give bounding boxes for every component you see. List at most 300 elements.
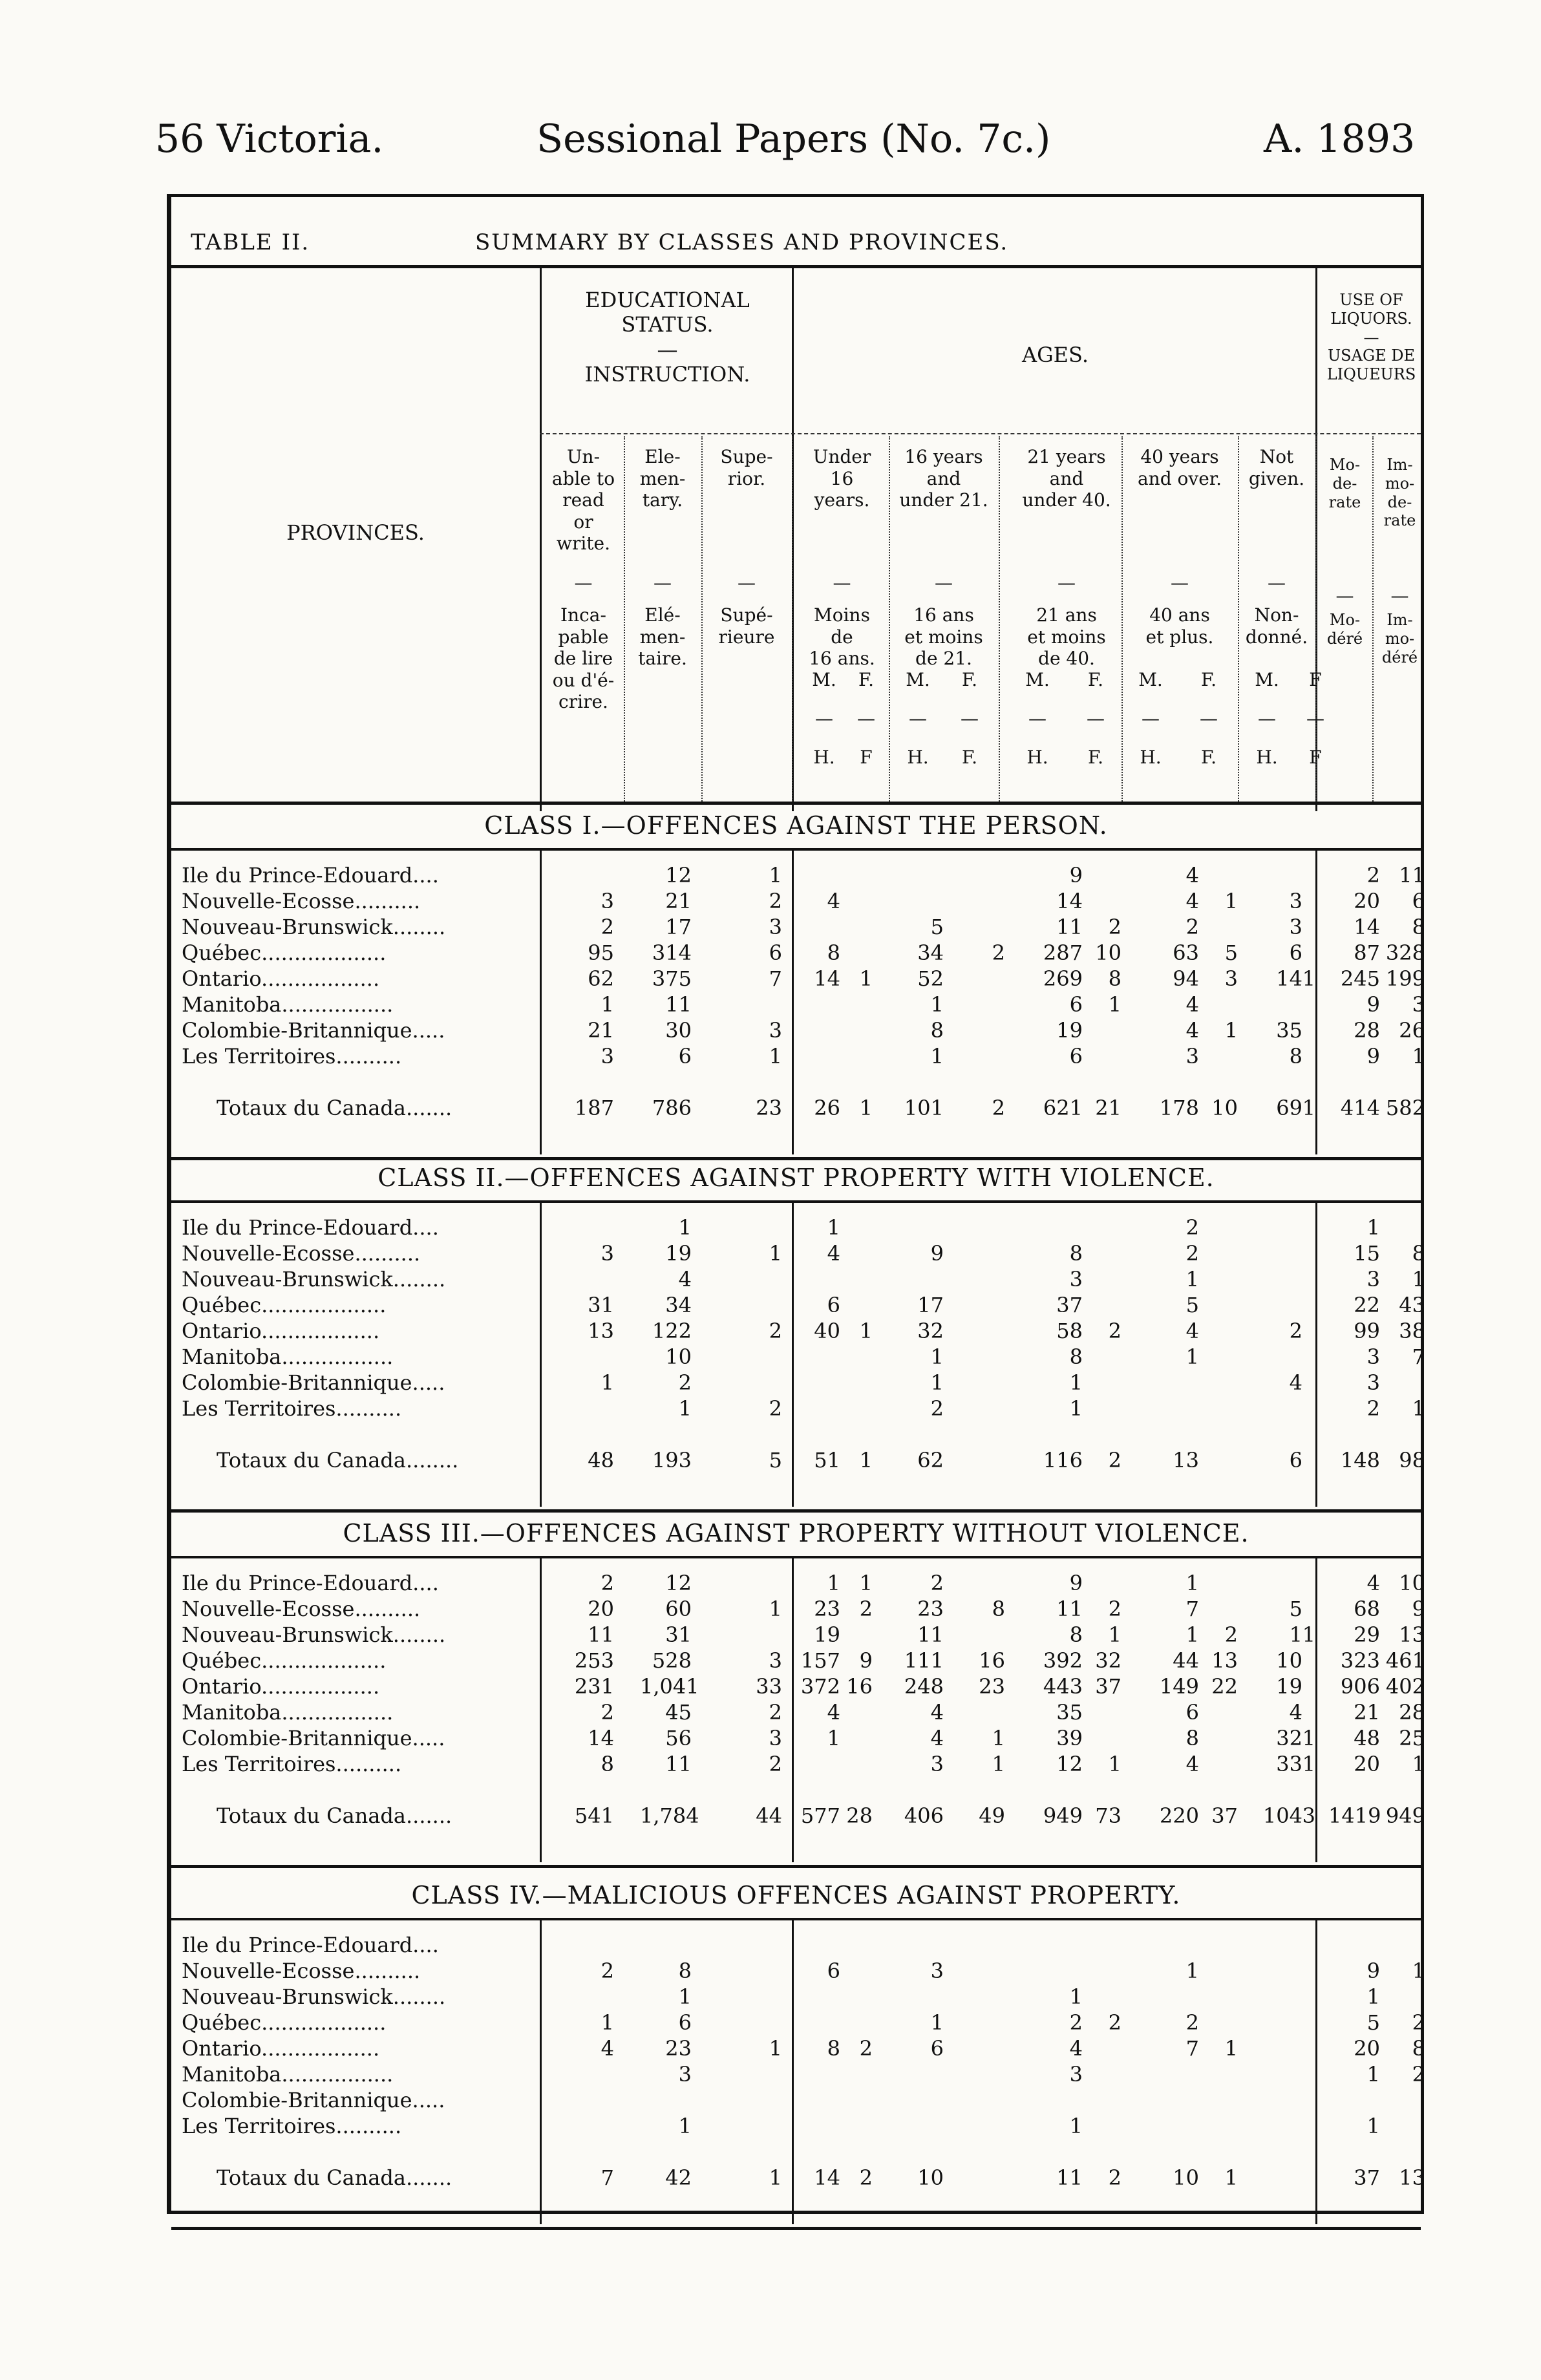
sex-header-dash: — — [1258, 708, 1276, 729]
cell-value: 2 — [769, 1700, 782, 1725]
province-name: Nouvelle-Ecosse.......... — [182, 1241, 421, 1266]
cell-value: 1 — [1069, 2114, 1083, 2138]
total-value: 69 — [1276, 1096, 1302, 1120]
class-title-rule — [171, 1200, 1421, 1203]
cell-value: 20 — [1354, 889, 1380, 913]
total-value: 28 — [846, 1803, 873, 1828]
total-value: 786 — [652, 1096, 692, 1120]
table-row — [171, 2062, 1425, 2088]
cell-value: 14 — [1056, 889, 1083, 913]
total-value: 2 — [992, 1096, 1005, 1120]
cell-value: 9 — [1366, 1959, 1380, 1983]
cell-value: 23 — [979, 1674, 1005, 1699]
col-header-en: Im- mo- de- rate — [1383, 456, 1416, 530]
cell-value: 2 — [769, 1319, 782, 1343]
province-name: Nouveau-Brunswick........ — [182, 915, 446, 939]
cell-value: 323 — [1340, 1648, 1380, 1673]
table-row — [171, 1648, 1425, 1674]
total-row — [171, 1448, 1425, 1479]
cell-value: 4 — [827, 1700, 840, 1725]
cell-value: 2 — [1108, 1319, 1121, 1343]
province-name: Ontario.................. — [182, 2036, 380, 2061]
cell-value: 199 — [1385, 966, 1425, 991]
total-label: Totaux du Canada........ — [217, 1448, 459, 1472]
province-name: Les Territoires.......... — [182, 2114, 402, 2138]
cell-value: 1 — [1366, 1984, 1380, 2009]
total-value: 621 — [1043, 1096, 1083, 1120]
province-name: Québec................... — [182, 1648, 387, 1673]
province-name: Colombie-Britannique..... — [182, 1726, 445, 1750]
cell-value: 122 — [652, 1319, 692, 1343]
col-header-fr: Inca- pable de lire ou d'é- crire. — [552, 604, 615, 713]
total-value: 14 — [814, 2165, 840, 2190]
total-value: 1 — [1224, 2165, 1238, 2190]
cell-value: 269 — [1043, 966, 1083, 991]
class-bottom-rule — [171, 1865, 1421, 1868]
cell-value: 5 — [1185, 1293, 1199, 1317]
cell-value: 2 — [600, 1700, 614, 1725]
cell-value: 1 — [859, 1571, 873, 1595]
header-left: 56 Victoria. — [155, 116, 384, 162]
cell-value: 8 — [930, 1018, 944, 1043]
cell-value: 1 — [1069, 1984, 1083, 2009]
province-name: Ile du Prince-Edouard.... — [182, 1933, 439, 1957]
cell-value: 6 — [678, 1044, 692, 1068]
cell-value: 1 — [1185, 1571, 1199, 1595]
class-title: CLASS III.—OFFENCES AGAINST PROPERTY WITHOUT VIOLENCE. — [343, 1519, 1249, 1547]
province-name: Nouvelle-Ecosse.......... — [182, 1597, 421, 1621]
cell-value: 1 — [930, 2010, 944, 2035]
sex-header-en: F. — [1201, 669, 1217, 690]
cell-value: 11 — [1056, 915, 1083, 939]
cell-value: 1 — [1302, 966, 1315, 991]
cell-value: 19 — [814, 1622, 840, 1647]
cell-value: 1 — [1302, 1622, 1315, 1647]
cell-value: 157 — [800, 1648, 840, 1673]
table-row — [171, 1267, 1425, 1293]
total-value: 1419 — [1328, 1803, 1381, 1828]
cell-value: 3 — [1224, 966, 1238, 991]
table-row — [171, 1370, 1421, 1396]
cell-value: 56 — [665, 1726, 692, 1750]
col-header-en: Un- able to read or write. — [551, 446, 615, 555]
cell-value: 8 — [827, 940, 840, 965]
cell-value: 3 — [1366, 1370, 1380, 1395]
table-row — [171, 966, 1425, 992]
col-header-dash: — — [935, 572, 953, 593]
cell-value: 1 — [930, 1370, 944, 1395]
cell-value: 1 — [992, 1752, 1005, 1776]
cell-value: 13 — [1211, 1648, 1238, 1673]
table-row — [171, 915, 1425, 940]
table-row — [171, 1215, 1421, 1241]
table-row — [171, 863, 1425, 889]
class-title: CLASS II.—OFFENCES AGAINST PROPERTY WITH VIOLENCE. — [377, 1163, 1215, 1192]
cell-value: 16 — [979, 1648, 1005, 1673]
cell-value: 3 — [1412, 992, 1425, 1017]
table-row — [171, 1396, 1425, 1422]
total-value: 13 — [1399, 2165, 1425, 2190]
table-title: SUMMARY BY CLASSES AND PROVINCES. — [475, 229, 1009, 255]
cell-value: 1 — [769, 2036, 782, 2061]
cell-value: 16 — [846, 1674, 873, 1699]
cell-value: 1 — [930, 1044, 944, 1068]
cell-value: 231 — [574, 1674, 614, 1699]
header-right: A. 1893 — [1264, 116, 1416, 162]
cell-value: 375 — [652, 966, 692, 991]
sex-header-fr: F — [1309, 747, 1322, 768]
cell-value: 43 — [1399, 1293, 1425, 1317]
cell-value: 6 — [678, 2010, 692, 2035]
cell-value: 1 — [859, 966, 873, 991]
province-name: Manitoba................. — [182, 992, 394, 1017]
cell-value: 9 — [1366, 992, 1380, 1017]
cell-value: 94 — [1173, 966, 1199, 991]
cell-value: 28 — [1354, 1018, 1380, 1043]
table-row — [171, 940, 1425, 966]
cell-value: 1 — [1224, 2036, 1238, 2061]
cell-value: 9 — [1069, 1571, 1083, 1595]
total-row — [171, 1803, 1425, 1834]
cell-value: 6 — [827, 1293, 840, 1317]
cell-value: 3 — [1289, 889, 1302, 913]
col-header-en: Under 16 years. — [813, 446, 871, 511]
cell-value: 3 — [930, 1959, 944, 1983]
cell-value: 13 — [1399, 1622, 1425, 1647]
cell-value: 68 — [1354, 1597, 1380, 1621]
cell-value: 248 — [904, 1674, 944, 1699]
class-bottom-rule — [171, 2227, 1421, 2230]
province-name: Colombie-Britannique..... — [182, 1370, 445, 1395]
cell-value: 1 — [769, 863, 782, 887]
cell-value: 392 — [1043, 1648, 1083, 1673]
cell-value: 4 — [1069, 2036, 1083, 2061]
cell-value: 13 — [588, 1319, 614, 1343]
cell-value: 14 — [814, 966, 840, 991]
cell-value: 2 — [1366, 1396, 1380, 1421]
cell-value: 1 — [600, 1370, 614, 1395]
cell-value: 2 — [859, 1597, 873, 1621]
col-header-dash: — — [738, 572, 756, 593]
cell-value: 3 — [1069, 2062, 1083, 2087]
cell-value: 2 — [930, 1396, 944, 1421]
cell-value: 1 — [1412, 1396, 1425, 1421]
table-row — [171, 1700, 1425, 1726]
sex-header-en: F. — [1088, 669, 1103, 690]
header-bottom-rule — [171, 802, 1421, 805]
cell-value: 372 — [800, 1674, 840, 1699]
cell-value: 10 — [1095, 940, 1121, 965]
sex-header-en: M. — [812, 669, 836, 690]
total-label: Totaux du Canada....... — [217, 1096, 452, 1120]
table-row — [171, 2036, 1425, 2062]
province-name: Les Territoires.......... — [182, 1752, 402, 1776]
cell-value: 12 — [665, 1571, 692, 1595]
total-value: 2 — [859, 2165, 873, 2190]
cell-value: 6 — [1412, 889, 1425, 913]
sex-header-dash: — — [909, 708, 927, 729]
province-name: Ontario.................. — [182, 1674, 380, 1699]
cell-value: 2 — [992, 940, 1005, 965]
sex-header-en: M. — [1025, 669, 1050, 690]
liquors-header: USE OF LIQUORS. — USAGE DE LIQUEURS — [1326, 291, 1416, 384]
cell-value: 9 — [859, 1648, 873, 1673]
province-name: Colombie-Britannique..... — [182, 2088, 445, 2112]
cell-value: 8 — [1108, 966, 1121, 991]
cell-value: 1 — [1224, 889, 1238, 913]
sex-header-fr: F. — [1088, 747, 1103, 768]
col-header-en: Ele- men- tary. — [639, 446, 686, 511]
sex-header-fr: H. — [1140, 747, 1162, 768]
cell-value: 10 — [665, 1344, 692, 1369]
table-row — [171, 1571, 1425, 1597]
cell-value: 20 — [1354, 1752, 1380, 1776]
sex-header-dash: — — [1306, 708, 1324, 729]
cell-value: 6 — [769, 940, 782, 965]
province-name: Ontario.................. — [182, 1319, 380, 1343]
col-header-dash: — — [1171, 572, 1189, 593]
col-header-en: Not given. — [1248, 446, 1305, 489]
cell-value: 1 — [1302, 1752, 1315, 1776]
cell-value: 3 — [600, 1241, 614, 1266]
cell-value: 149 — [1159, 1674, 1199, 1699]
cell-value: 2 — [1366, 863, 1380, 887]
total-value: 98 — [1399, 1448, 1425, 1472]
cell-value: 2 — [1412, 2062, 1425, 2087]
table-row — [171, 992, 1425, 1018]
total-value: 2 — [1108, 1448, 1121, 1472]
cell-value: 2 — [600, 1571, 614, 1595]
total-value: 21 — [1095, 1096, 1121, 1120]
cell-value: 2 — [600, 915, 614, 939]
cell-value: 1 — [992, 1726, 1005, 1750]
cell-value: 1 — [769, 1044, 782, 1068]
province-name: Nouvelle-Ecosse.......... — [182, 889, 421, 913]
cell-value: 1 — [1412, 1959, 1425, 1983]
total-value: 104 — [1262, 1803, 1302, 1828]
cell-value: 22 — [1211, 1674, 1238, 1699]
cell-value: 8 — [992, 1597, 1005, 1621]
class-title: CLASS IV.—MALICIOUS OFFENCES AGAINST PROPERTY. — [411, 1881, 1181, 1909]
cell-value: 4 — [1366, 1571, 1380, 1595]
col-header-en: 40 years and over. — [1137, 446, 1222, 489]
cell-value: 1 — [678, 1984, 692, 2009]
total-label: Totaux du Canada....... — [217, 2165, 452, 2190]
cell-value: 4 — [1185, 1018, 1199, 1043]
cell-value: 21 — [588, 1018, 614, 1043]
cell-value: 45 — [665, 1700, 692, 1725]
cell-value: 1 — [1108, 1752, 1121, 1776]
cell-value: 6 — [1069, 1044, 1083, 1068]
total-value: 73 — [1095, 1803, 1121, 1828]
cell-value: 52 — [917, 966, 944, 991]
cell-value: 8 — [1185, 1726, 1199, 1750]
page-header — [0, 116, 1541, 175]
rule-provinces — [540, 268, 542, 811]
col-header-fr: Im- mo- déré — [1381, 611, 1418, 666]
cell-value: 906 — [1340, 1674, 1380, 1699]
cell-value: 2 — [769, 889, 782, 913]
cell-value: 4 — [1289, 1370, 1302, 1395]
cell-value: 35 — [1276, 1018, 1302, 1043]
province-name: Ile du Prince-Edouard.... — [182, 1215, 439, 1240]
total-value: 1 — [859, 1096, 873, 1120]
cell-value: 8 — [1289, 1044, 1302, 1068]
class-title: CLASS I.—OFFENCES AGAINST THE PERSON. — [484, 811, 1108, 840]
total-value: 949 — [1385, 1803, 1425, 1828]
cell-value: 34 — [917, 940, 944, 965]
provinces-header: PROVINCES. — [286, 520, 425, 545]
sex-header-dash: — — [815, 708, 833, 729]
cell-value: 35 — [1056, 1700, 1083, 1725]
cell-value: 8 — [1412, 1241, 1425, 1266]
cell-value: 3 — [930, 1752, 944, 1776]
col-header-fr: Moins de 16 ans. — [809, 604, 875, 670]
cell-value: 14 — [588, 1726, 614, 1750]
cell-value: 2 — [678, 1370, 692, 1395]
cell-value: 1 — [930, 1344, 944, 1369]
summary-table — [167, 194, 1424, 2214]
cell-value: 1 — [600, 2010, 614, 2035]
cell-value: 1 — [1185, 1267, 1199, 1291]
cell-value: 1 — [1185, 1959, 1199, 1983]
cell-value: 9 — [1412, 1597, 1425, 1621]
cell-value: 87 — [1354, 940, 1380, 965]
cell-value: 39 — [1056, 1726, 1083, 1750]
sex-header-dash: — — [961, 708, 979, 729]
cell-value: 4 — [600, 2036, 614, 2061]
cell-value: 1 — [1412, 1044, 1425, 1068]
cell-value: 1 — [859, 1319, 873, 1343]
sex-header-dash: — — [1200, 708, 1218, 729]
cell-value: 4 — [930, 1700, 944, 1725]
cell-value: 3 — [769, 1726, 782, 1750]
cell-value: 1 — [1108, 1622, 1121, 1647]
table-row — [171, 2114, 1421, 2140]
cell-value: 2 — [930, 1571, 944, 1595]
cell-value: 7 — [1185, 2036, 1199, 2061]
cell-value: 9 — [1366, 1044, 1380, 1068]
total-value: 23 — [756, 1096, 782, 1120]
province-name: Manitoba................. — [182, 1344, 394, 1369]
cell-value: 8 — [1412, 2036, 1425, 2061]
cell-value: 4 — [1185, 992, 1199, 1017]
cell-value: 31 — [665, 1622, 692, 1647]
cell-value: 63 — [1173, 940, 1199, 965]
cell-value: 3 — [600, 1044, 614, 1068]
cell-value: 4 — [1185, 1752, 1199, 1776]
cell-value: 33 — [1276, 1752, 1302, 1776]
cell-value: 3 — [600, 889, 614, 913]
cell-value: 528 — [652, 1648, 692, 1673]
cell-value: 1 — [1289, 1622, 1302, 1647]
table-row — [171, 1752, 1425, 1778]
table-row — [171, 1984, 1421, 2010]
total-value: 44 — [756, 1803, 782, 1828]
cell-value: 19 — [1056, 1018, 1083, 1043]
cell-value: 1 — [678, 2114, 692, 2138]
total-value: 42 — [665, 2165, 692, 2190]
cell-value: 2 — [1185, 2010, 1199, 2035]
cell-value: 8 — [827, 2036, 840, 2061]
col-header-dash: — — [1057, 572, 1076, 593]
cell-value: 14 — [1276, 966, 1302, 991]
cell-value: 6 — [1289, 940, 1302, 965]
cell-value: 6 — [930, 2036, 944, 2061]
class-bottom-rule — [171, 1157, 1421, 1160]
cell-value: 1 — [1302, 1726, 1315, 1750]
cell-value: 2 — [859, 2036, 873, 2061]
table-row — [171, 1241, 1425, 1267]
cell-value: 4 — [1185, 863, 1199, 887]
col-header-en: Mo- de- rate — [1328, 456, 1361, 511]
cell-value: 7 — [1185, 1597, 1199, 1621]
cell-value: 11 — [665, 1752, 692, 1776]
total-value: 178 — [1159, 1096, 1199, 1120]
cell-value: 8 — [678, 1959, 692, 1983]
total-value: 101 — [904, 1096, 944, 1120]
table-row — [171, 2088, 1421, 2114]
col-header-fr: Supé- rieure — [718, 604, 775, 648]
total-value: 10 — [1211, 1096, 1238, 1120]
sex-header-en: F. — [962, 669, 977, 690]
cell-value: 314 — [652, 940, 692, 965]
col-header-dash: — — [1335, 585, 1354, 606]
province-name: Québec................... — [182, 1293, 387, 1317]
total-row — [171, 2165, 1425, 2196]
table-row — [171, 2010, 1425, 2036]
cell-value: 11 — [665, 992, 692, 1017]
class-bottom-rule — [171, 1509, 1421, 1513]
cell-value: 1 — [678, 1215, 692, 1240]
total-value: 3 — [1302, 1803, 1315, 1828]
cell-value: 4 — [827, 889, 840, 913]
cell-value: 8 — [600, 1752, 614, 1776]
class-title-rule — [171, 1556, 1421, 1558]
sex-header-fr: H. — [1256, 747, 1278, 768]
total-value: 26 — [814, 1096, 840, 1120]
sex-header-dash: — — [857, 708, 875, 729]
table-row — [171, 1293, 1425, 1319]
col-header-dash: — — [833, 572, 851, 593]
cell-value: 1 — [1366, 2062, 1380, 2087]
total-value: 220 — [1159, 1803, 1199, 1828]
total-value: 10 — [1173, 2165, 1199, 2190]
cell-value: 29 — [1354, 1622, 1380, 1647]
table-row — [171, 1018, 1425, 1044]
province-name: Nouveau-Brunswick........ — [182, 1267, 446, 1291]
cell-value: 245 — [1340, 966, 1380, 991]
table-row — [171, 1044, 1425, 1070]
total-value: 51 — [814, 1448, 840, 1472]
cell-value: 2 — [600, 1959, 614, 1983]
province-name: Manitoba................. — [182, 2062, 394, 2087]
class-title-rule — [171, 848, 1421, 851]
cell-value: 5 — [1289, 1597, 1302, 1621]
cell-value: 34 — [665, 1293, 692, 1317]
province-name: Ile du Prince-Edouard.... — [182, 1571, 439, 1595]
cell-value: 11 — [1056, 1597, 1083, 1621]
cell-value: 32 — [1095, 1648, 1121, 1673]
cell-value: 30 — [665, 1018, 692, 1043]
cell-value: 4 — [1185, 889, 1199, 913]
cell-value: 19 — [1276, 1674, 1302, 1699]
cell-value: 21 — [1354, 1700, 1380, 1725]
total-value: 116 — [1043, 1448, 1083, 1472]
cell-value: 2 — [1185, 1241, 1199, 1266]
cell-value: 328 — [1385, 940, 1425, 965]
cell-value: 11 — [588, 1622, 614, 1647]
